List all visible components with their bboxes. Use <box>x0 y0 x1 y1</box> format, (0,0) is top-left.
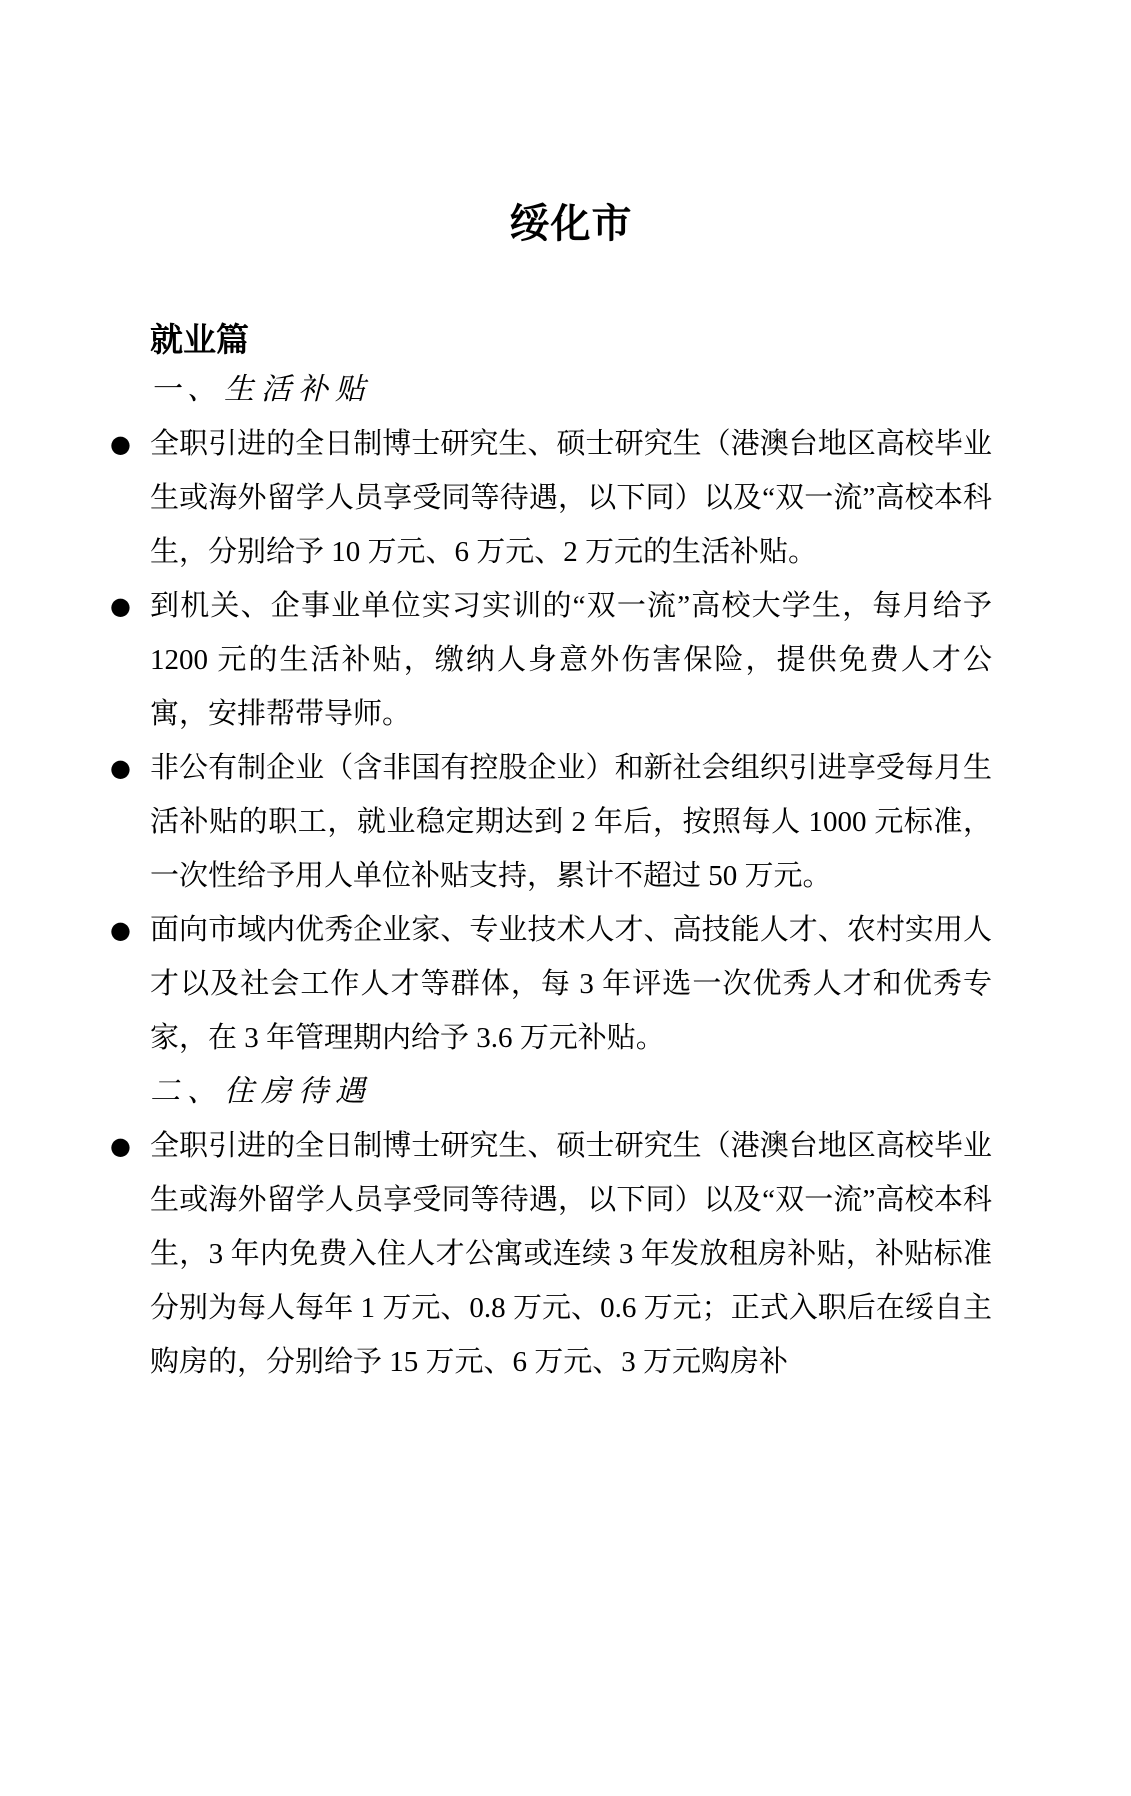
page-title: 绥化市 <box>509 201 633 246</box>
bullet-marker-icon: ● <box>110 754 131 782</box>
bullet-text: 全职引进的全日制博士研究生、硕士研究生（港澳台地区高校毕业生或海外留学人员享受同等待遇，以下同）以及“双一流”高校本科生，分别给予 10 万元、6 万元、2 万元的生活补贴。 <box>150 428 992 568</box>
bullet-text: 面向市域内优秀企业家、专业技术人才、高技能人才、农村实用人才以及社会工作人才等群体，每 3 年评选一次优秀人才和优秀专家，在 3 年管理期内给予 3.6 万元补贴。 <box>150 914 992 1054</box>
bullet-text: 到机关、企事业单位实习实训的“双一流”高校大学生，每月给予 1200 元的生活补贴，缴纳人身意外伤害保险，提供免费人才公寓，安排帮带导师。 <box>150 590 992 730</box>
list-item <box>110 741 992 903</box>
bullet-marker-icon: ● <box>110 430 131 458</box>
list-item <box>110 417 992 579</box>
list-item <box>110 903 992 1065</box>
list-item <box>110 579 992 741</box>
bullet-text: 非公有制企业（含非国有控股企业）和新社会组织引进享受每月生活补贴的职工，就业稳定期达到 2 年后，按照每人 1000 元标准，一次性给予用人单位补贴支持，累计不超过 50 万元。 <box>150 752 992 892</box>
bullet-text: 全职引进的全日制博士研究生、硕士研究生（港澳台地区高校毕业生或海外留学人员享受同等待遇，以下同）以及“双一流”高校本科生，3 年内免费入住人才公寓或连续 3 年发放租房补贴，补贴标准分别为每人每年 1 万元、0.8 万元、0.6 万元；正式入职后在绥自主购房的，分别给予 15 万元、6 万元、3 万元购房补 <box>150 1130 992 1378</box>
subsection-heading-housing-benefits: 二、住房待遇 <box>150 1075 372 1108</box>
bullet-marker-icon: ● <box>110 916 131 944</box>
section-heading-employment: 就业篇 <box>150 321 249 358</box>
document-content <box>110 196 992 1389</box>
list-item <box>110 1119 992 1389</box>
bullet-marker-icon: ● <box>110 592 131 620</box>
document-page <box>0 196 1131 1796</box>
subsection-heading-living-subsidy: 一、生活补贴 <box>150 373 372 406</box>
bullet-marker-icon: ● <box>110 1132 131 1160</box>
bullet-list-living-subsidy <box>110 417 992 1065</box>
bullet-list-housing-benefits <box>110 1119 992 1389</box>
